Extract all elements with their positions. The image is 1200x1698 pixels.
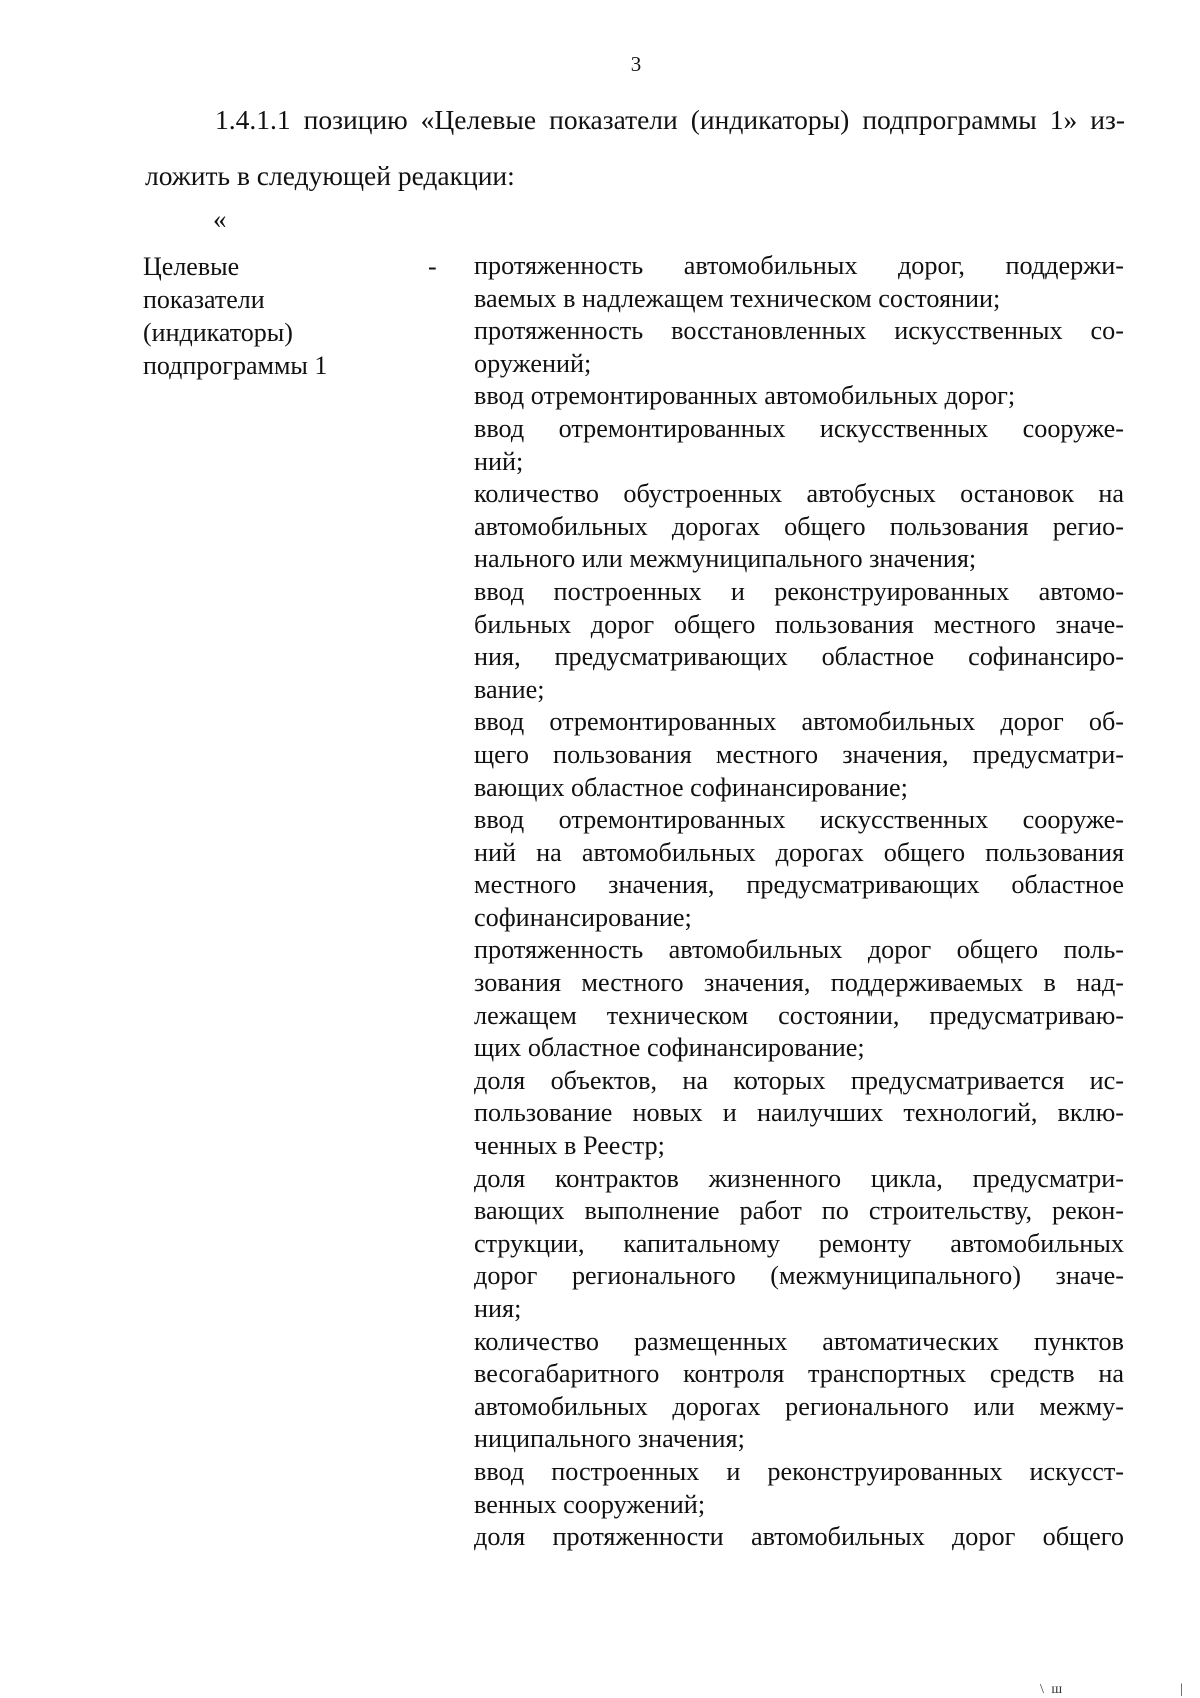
indicator-line: вающих выполнение работ по строительству, рекон- xyxy=(474,1196,1124,1226)
indicator-line: автомобильных дорогах регионального или межму- xyxy=(474,1391,1124,1421)
indicator-line: доля объектов, на которых предусматривается ис- xyxy=(474,1065,1124,1095)
indicator-line: количество обустроенных автобусных остановок на xyxy=(474,479,1124,509)
footer-scan-tick: | xyxy=(1180,1682,1183,1697)
indicator-line: автомобильных дорогах общего пользования регио- xyxy=(474,511,1124,541)
position-label-line: подпрограммы 1 xyxy=(143,351,328,380)
page-number: 3 xyxy=(630,52,642,76)
indicator-line: ввод отремонтированных автомобильных дорог; xyxy=(474,381,1016,411)
footer-scan-marks: \ ш xyxy=(1040,1682,1065,1697)
indicator-line: лежащем техническом состоянии, предусматриваю- xyxy=(474,1000,1124,1030)
indicator-line: доля протяженности автомобильных дорог общего xyxy=(474,1522,1124,1552)
indicator-line: бильных дорог общего пользования местного значе- xyxy=(474,609,1124,639)
intro-paragraph xyxy=(145,92,1125,204)
indicator-line: протяженность автомобильных дорог общего поль- xyxy=(474,935,1124,965)
indicator-line: оружений; xyxy=(474,348,592,378)
indicator-line: ния; xyxy=(474,1294,522,1323)
indicator-line: струкции, капитальному ремонту автомобильных xyxy=(474,1228,1124,1258)
indicator-line: щего пользования местного значения, предусматри- xyxy=(474,739,1124,769)
indicator-line: дорог регионального (межмуниципального) значе- xyxy=(474,1261,1124,1291)
indicator-line: нального или межмуниципального значения; xyxy=(474,544,977,574)
indicator-line: пользование новых и наилучших технологий, вклю- xyxy=(474,1098,1124,1128)
indicator-line: ния, предусматривающих областное софинансиро- xyxy=(474,642,1124,672)
indicator-line: доля контрактов жизненного цикла, предусматри- xyxy=(474,1163,1124,1193)
indicator-line: ввод отремонтированных автомобильных дорог об- xyxy=(474,707,1124,737)
position-label xyxy=(143,250,403,382)
indicator-list xyxy=(474,250,1124,1554)
indicator-line: ввод построенных и реконструированных искусст- xyxy=(474,1456,1124,1486)
separator-dash: - xyxy=(428,252,437,281)
indicator-line: ввод отремонтированных искусственных сооруже- xyxy=(474,805,1124,835)
intro-first-line: 1.4.1.1 позицию «Целевые показатели (индикаторы) подпрограммы 1» из- xyxy=(215,104,1125,135)
indicator-line: протяженность восстановленных искусственных со- xyxy=(474,316,1124,346)
indicator-line: местного значения, предусматривающих областное xyxy=(474,870,1124,900)
indicator-line: ваемых в надлежащем техническом состоянии; xyxy=(474,283,1001,313)
indicator-line: весогабаритного контроля транспортных средств на xyxy=(474,1359,1124,1389)
indicator-line: количество размещенных автоматических пунктов xyxy=(474,1326,1124,1356)
indicator-line: венных сооружений; xyxy=(474,1489,706,1519)
indicator-line: щих областное софинансирование; xyxy=(474,1033,865,1063)
indicator-line: протяженность автомобильных дорог, поддержи- xyxy=(474,251,1124,280)
indicator-line: ченных в Реестр; xyxy=(474,1131,665,1161)
intro-second-line: ложить в следующей редакции: xyxy=(145,160,515,191)
position-label-line: показатели xyxy=(143,285,265,314)
opening-quote: « xyxy=(213,204,227,234)
indicator-line: вающих областное софинансирование; xyxy=(474,772,908,802)
position-label-line: Целевые xyxy=(143,252,240,281)
indicator-line: ввод построенных и реконструированных автомо- xyxy=(474,576,1124,606)
indicator-line: софинансирование; xyxy=(474,902,692,932)
indicator-line: ний; xyxy=(474,446,524,476)
indicator-line: ний на автомобильных дорогах общего пользования xyxy=(474,837,1124,867)
indicator-line: ниципального значения; xyxy=(474,1424,745,1454)
indicator-line: ввод отремонтированных искусственных сооруже- xyxy=(474,413,1124,443)
position-label-line: (индикаторы) xyxy=(143,318,293,347)
indicator-line: вание; xyxy=(474,674,545,704)
indicator-line: зования местного значения, поддерживаемых в над- xyxy=(474,968,1124,998)
